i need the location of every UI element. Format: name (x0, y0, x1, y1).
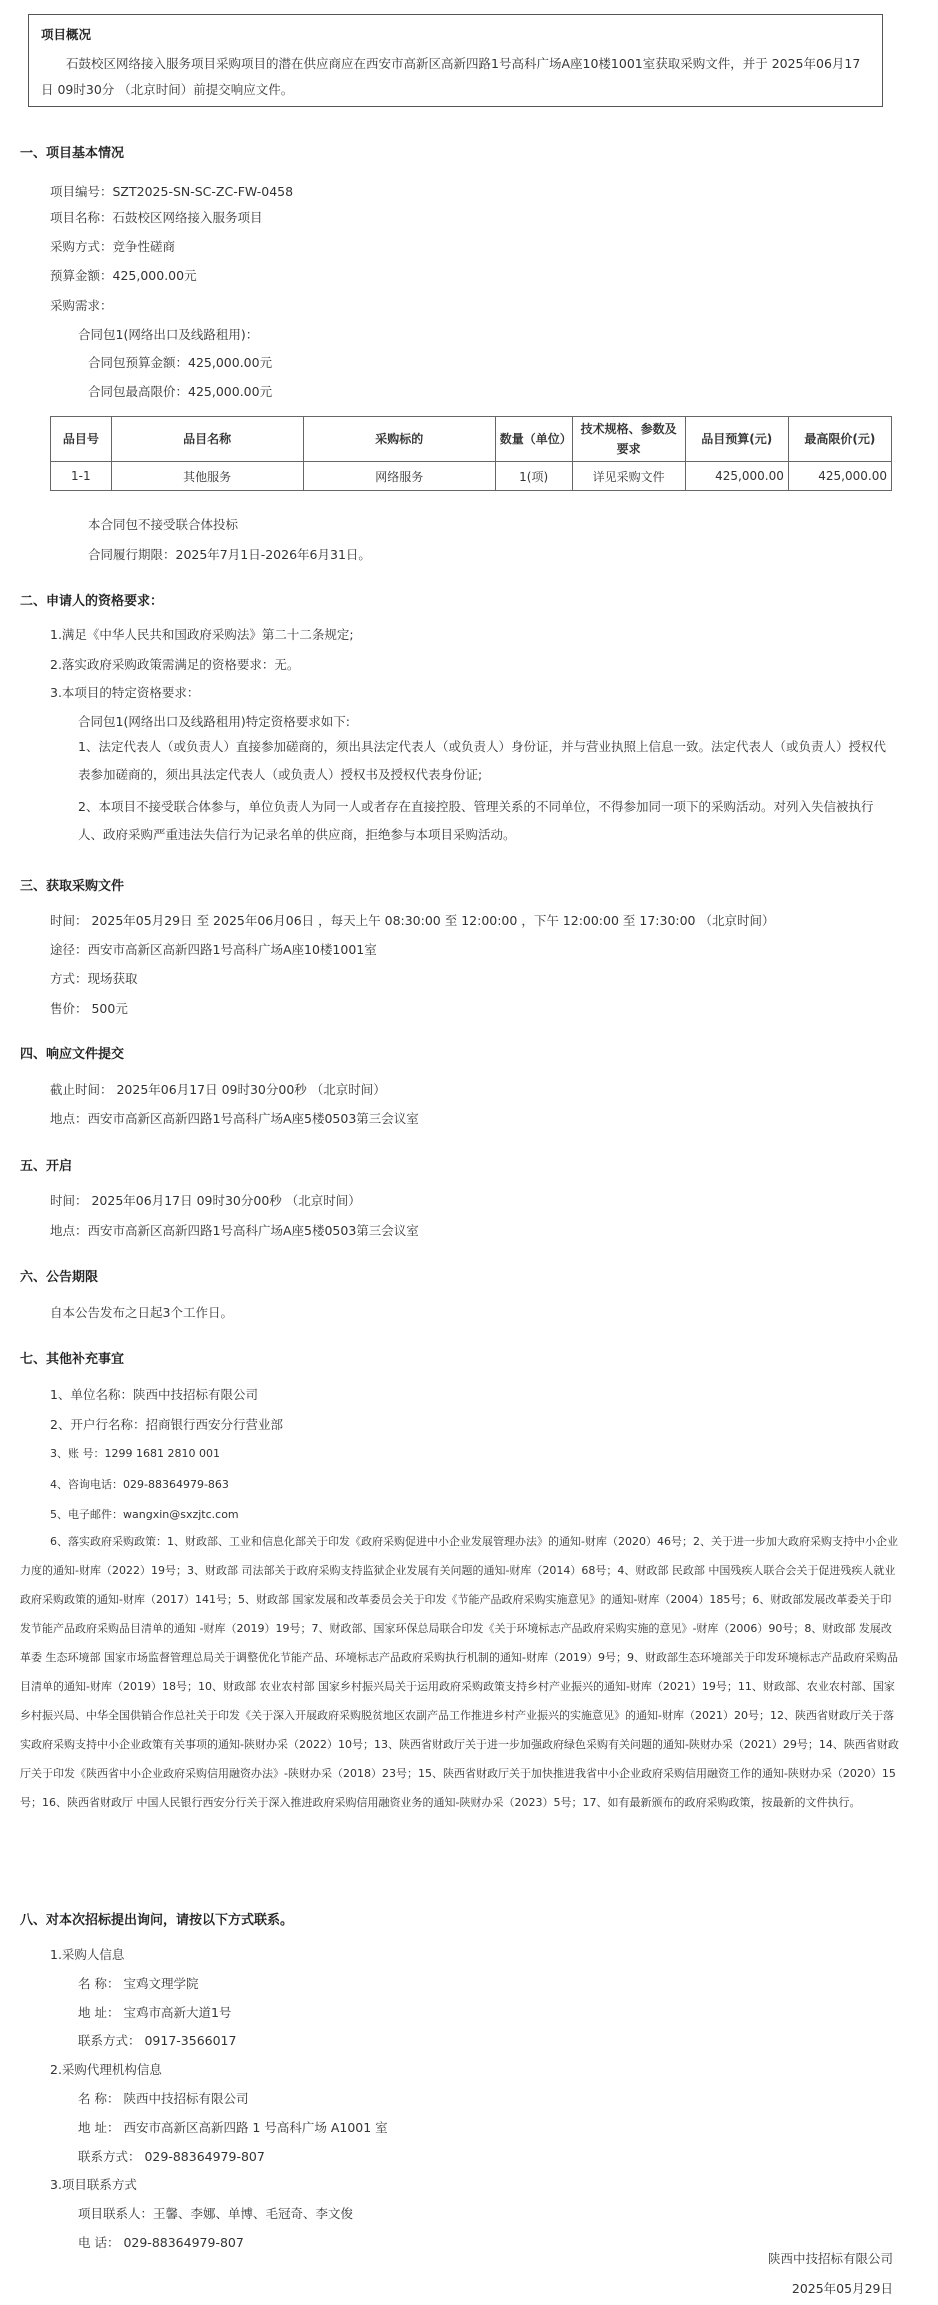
contract-package-title: 合同包1(网络出口及线路租用)： (78, 327, 259, 342)
qualification-2: 2.落实政府采购政策需满足的资格要求：无。 (50, 657, 300, 672)
section-8-title: 八、对本次招标提出询问，请按以下方式联系。 (20, 1913, 294, 1928)
table-cell: 425,000.00 (685, 462, 788, 491)
agency-info-title: 2.采购代理机构信息 (50, 2062, 162, 2077)
table-header: 采购标的 (303, 417, 495, 462)
section-6-title: 六、公告期限 (20, 1270, 99, 1285)
contract-term: 合同履行期限：2025年7月1日-2026年6月31日。 (88, 547, 371, 562)
qualification-detail-2: 2、本项目不接受联合体参与，单位负责人为同一人或者存在直接控股、管理关系的不同单位，不得参加同一项下的采购活动。对列入失信被执行人、政府采购严重违法失信行为记录名单的供应商，拒绝参与本项目采购活动。 (78, 799, 874, 842)
overview-box (28, 14, 883, 107)
obtain-way: 方式：现场获取 (50, 971, 138, 986)
table-header: 品目预算(元) (685, 417, 788, 462)
qualification-detail-1: 1、法定代表人（或负责人）直接参加磋商的，须出具法定代表人（或负责人）身份证，并与营业执照上信息一致。法定代表人（或负责人）授权代表参加磋商的，须出具法定代表人（或负责人）授权书及授权代表身份证; (78, 739, 886, 782)
table-header: 数量（单位） (495, 417, 572, 462)
project-number: 项目编号：SZT2025-SN-SC-ZC-FW-0458 (50, 184, 294, 199)
submission-deadline: 截止时间： 2025年06月17日 09时30分00秒 （北京时间） (50, 1082, 386, 1097)
agency-name: 名 称： 陕西中技招标有限公司 (78, 2091, 249, 2106)
purchaser-address: 地 址： 宝鸡市高新大道1号 (78, 2005, 232, 2020)
procurement-demand-label: 采购需求： (50, 298, 113, 313)
obtain-place: 途径：西安市高新区高新四路1号高科广场A座10楼1001室 (50, 942, 377, 957)
table-row (51, 462, 892, 491)
unit-name: 1、单位名称：陕西中技招标有限公司 (50, 1387, 258, 1402)
footer-date: 2025年05月29日 (791, 2281, 893, 2296)
qualification-3: 3.本项目的特定资格要求： (50, 685, 200, 700)
agency-address: 地 址： 西安市高新区高新四路 1 号高科广场 A1001 室 (78, 2120, 388, 2135)
opening-place: 地点：西安市高新区高新四路1号高科广场A座5楼0503第三会议室 (50, 1223, 419, 1238)
purchaser-info-title: 1.采购人信息 (50, 1947, 125, 1962)
section-1-title: 一、项目基本情况 (20, 146, 125, 161)
project-name: 项目名称：石鼓校区网络接入服务项目 (50, 210, 263, 225)
budget-amount: 预算金额：425,000.00元 (50, 268, 197, 283)
purchaser-name: 名 称： 宝鸡文理学院 (78, 1976, 199, 1991)
table-cell: 网络服务 (303, 462, 495, 491)
policy-paragraph: 6、落实政府采购政策：1、财政部、工业和信息化部关于印发《政府采购促进中小企业发展管理办法》的通知-财库（2020）46号；2、关于进一步加大政府采购支持中小企业力度的通知-财库（2022）19号；3、财政部 司法部关于政府采购支持监狱企业发展有关问题的通知-财库（2014）68号；4、财政部 民政部 中国残疾人联合会关于促进残疾人就业政府采购政策的通知-财库（2017）141号；5、财政部 国家发展和改革委员会关于印发《节能产品政府采购实施意见》的通知-财库（2004）185号；6、财政部发展改革委关于印发节能产品政府采购品目清单的通知 -财库（2019）19号；7、财政部、国家环保总局联合印发《关于环境标志产品政府采购实施的意见》-财库（2006）90号；8、财政部 发展改革委 生态环境部 国家市场监督管理总局关于调整优化节能产品、环境标志产品政府采购执行机制的通知-财库（2019）9号；9、财政部生态环境部关于印发环境标志产品政府采购品目清单的通知-财库（2019）18号；10、财政部 农业农村部 国家乡村振兴局关于运用政府采购政策支持乡村产业振兴的通知-财库（2021）19号；11、财政部、农业农村部、国家乡村振兴局、中华全国供销合作总社关于印发《关于深入开展政府采购脱贫地区农副产品工作推进乡村产业振兴的实施意见》的通知-财库（2021）20号；12、陕西省财政厅关于落实政府采购支持中小企业政策有关事项的通知-陕财办采（2022）10号；13、陕西省财政厅关于进一步加强政府绿色采购有关问题的通知-陕财办采（2021）29号；14、陕西省财政厅关于印发《陕西省中小企业政府采购信用融资办法》-陕财办采（2018）23号；15、陕西省财政厅关于加快推进我省中小企业政府采购信用融资工作的通知-陕财办采（2020）15号；16、陕西省财政厅 中国人民银行西安分行关于深入推进政府采购信用融资业务的通知-陕财办采（2023）5号；17、如有最新颁布的政府采购政策，按最新的文件执行。 (20, 1535, 899, 1809)
section-7-title: 七、其他补充事宜 (20, 1352, 125, 1367)
agency-phone: 联系方式： 029-88364979-807 (78, 2149, 265, 2164)
package-max-price: 合同包最高限价：425,000.00元 (88, 384, 273, 399)
obtain-price: 售价： 500元 (50, 1001, 128, 1016)
section-4-title: 四、响应文件提交 (20, 1047, 125, 1062)
bank-name: 2、开户行名称：招商银行西安分行营业部 (50, 1417, 283, 1432)
package-qualification-title: 合同包1(网络出口及线路租用)特定资格要求如下: (78, 714, 350, 729)
table-cell: 其他服务 (111, 462, 303, 491)
items-table (50, 416, 892, 491)
obtain-time: 时间： 2025年05月29日 至 2025年06月06日 ，每天上午 08:30:00 至 12:00:00 ，下午 12:00:00 至 17:30:00 （北京时间） (50, 913, 775, 928)
section-3-title: 三、获取采购文件 (20, 879, 125, 894)
section-2-title: 二、申请人的资格要求： (20, 594, 164, 609)
table-header: 最高限价(元) (788, 417, 891, 462)
table-cell: 1(项) (495, 462, 572, 491)
table-cell: 1-1 (51, 462, 112, 491)
email: 5、电子邮件：wangxin@sxzjtc.com (50, 1508, 239, 1521)
overview-text: 石鼓校区网络接入服务项目采购项目的潜在供应商应在西安市高新区高新四路1号高科广场A座10楼1001室获取采购文件，并于 2025年06月17日 09时30分 （北京时间）前提交响应文件。 (41, 56, 861, 97)
purchaser-phone: 联系方式： 0917-3566017 (78, 2033, 237, 2048)
submission-place: 地点：西安市高新区高新四路1号高科广场A座5楼0503第三会议室 (50, 1111, 419, 1126)
project-contact-phone: 电 话： 029-88364979-807 (78, 2235, 244, 2250)
account-number: 3、账 号：1299 1681 2810 001 (50, 1447, 220, 1460)
footer-company: 陕西中技招标有限公司 (767, 2251, 893, 2266)
table-cell: 425,000.00 (788, 462, 891, 491)
qualification-1: 1.满足《中华人民共和国政府采购法》第二十二条规定; (50, 627, 354, 642)
procurement-method: 采购方式：竞争性磋商 (50, 239, 176, 254)
project-contact-people: 项目联系人：王馨、李娜、单博、毛冠奇、李文俊 (78, 2206, 354, 2221)
consortium-note: 本合同包不接受联合体投标 (88, 517, 239, 532)
project-contact-title: 3.项目联系方式 (50, 2177, 137, 2192)
table-header-row (51, 417, 892, 462)
package-budget: 合同包预算金额：425,000.00元 (88, 355, 273, 370)
table-header: 品目名称 (111, 417, 303, 462)
consult-phone: 4、咨询电话：029-88364979-863 (50, 1478, 229, 1491)
section-5-title: 五、开启 (20, 1159, 73, 1174)
table-header: 品目号 (51, 417, 112, 462)
announcement-period: 自本公告发布之日起3个工作日。 (50, 1305, 233, 1320)
table-header: 技术规格、参数及要求 (572, 417, 685, 462)
table-cell: 详见采购文件 (572, 462, 685, 491)
opening-time: 时间： 2025年06月17日 09时30分00秒 （北京时间） (50, 1193, 361, 1208)
overview-title: 项目概况 (41, 27, 92, 42)
